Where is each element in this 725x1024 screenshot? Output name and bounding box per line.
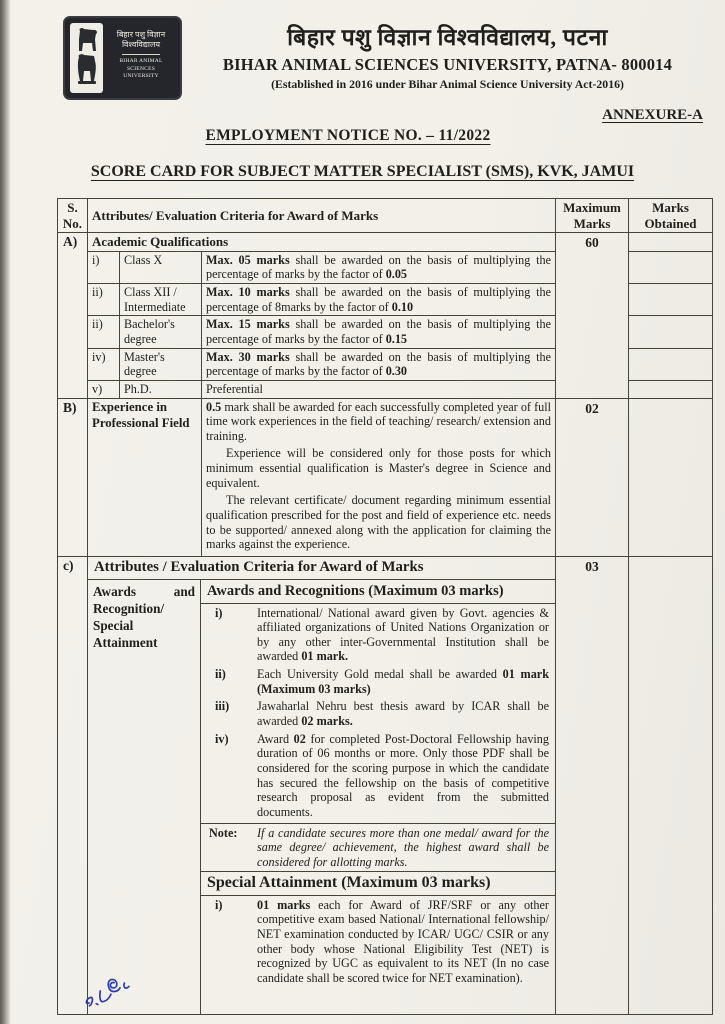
paragraph: Experience will be considered only for those posts for which minimum essential qualification is Master's degree in Science and equivalent.	[206, 446, 551, 490]
annexure-label: ANNEXURE-A	[602, 107, 703, 123]
logo-text	[107, 23, 175, 93]
section-c-header: Attributes / Evaluation Criteria for Award of Marks	[88, 556, 556, 579]
logo-hindi-line2: विश्वविद्यालय	[121, 40, 161, 50]
item-number: iii)	[215, 699, 230, 714]
row-label: Class XII / Intermediate	[120, 284, 202, 316]
row-description: Max. 05 marks shall be awarded on the basis of multiplying the percentage of marks by the factor of 0.05	[202, 251, 556, 283]
university-logo	[63, 16, 182, 100]
row-label: Ph.D.	[120, 380, 202, 398]
list-item	[201, 896, 555, 987]
row-description: Max. 30 marks shall be awarded on the basis of multiplying the percentage of marks by the factor of 0.30	[202, 348, 556, 380]
score-table	[57, 198, 712, 1015]
section-c-body	[88, 579, 556, 1014]
score-card-title: SCORE CARD FOR SUBJECT MATTER SPECIALIST (SMS), KVK, JAMUI	[90, 163, 635, 180]
marks-obtained-cell	[629, 380, 713, 398]
notice-title: EMPLOYMENT NOTICE NO. – 11/2022	[205, 127, 491, 144]
row-number: i)	[88, 251, 120, 283]
list-item	[201, 665, 555, 697]
table-header-row	[58, 199, 713, 233]
logo-divider	[122, 54, 160, 55]
section-a-max-marks: 60	[556, 233, 629, 398]
section-b-description	[202, 398, 556, 556]
established-line: (Established in 2016 under Bihar Animal Science University Act-2016)	[271, 77, 624, 91]
row-number: v)	[88, 380, 120, 398]
marks-obtained-cell	[629, 233, 713, 252]
note-text: If a candidate secures more than one medal/ award for the same degree/ achievement, the highest award shall be considered for allotting marks.	[257, 825, 549, 869]
list-item	[201, 604, 555, 666]
section-b-row	[58, 398, 713, 556]
marks-obtained-cell	[629, 398, 713, 556]
marks-obtained-cell	[629, 348, 713, 380]
item-text: Jawaharlal Nehru best thesis award by ICAR shall be awarded 02 marks.	[257, 699, 549, 729]
item-text: Each University Gold medal shall be awarded 01 mark (Maximum 03 marks)	[257, 667, 549, 696]
row-number: iv)	[88, 348, 120, 380]
section-c-left-label: Awards and Recognition/ Special Attainment	[88, 580, 201, 1014]
cattle-icon	[74, 27, 100, 89]
row-number: ii)	[88, 284, 120, 316]
letterhead	[185, 20, 710, 92]
item-text: 01 marks each for Award of JRF/SRF or any other competitive exam based National/ International fellowship/ NET examination conducted by ICAR/ UGC/ CSIR or any other body whose National Eligibility Test (NET) is recognized by UGC as equivalent to its NET (In no case candidate shall be scored twice for NET examination).	[257, 897, 549, 985]
header-max-line2: Marks	[573, 215, 611, 231]
row-label: Bachelor's degree	[120, 316, 202, 348]
section-a-title: Academic Qualifications	[88, 233, 556, 252]
paragraph: The relevant certificate/ document regarding minimum essential qualification prescribed for the post and field of experience etc. needs to be supported/ annexed along with the application for claiming the marks against the experience.	[206, 493, 551, 552]
row-number: ii)	[88, 316, 120, 348]
header-sno-line1: S.	[67, 200, 78, 215]
section-a-number: A)	[58, 233, 88, 398]
awards-recognitions-header: Awards and Recognitions (Maximum 03 marks)	[201, 580, 555, 604]
header-sno	[58, 199, 88, 233]
university-title-english: BIHAR ANIMAL SCIENCES UNIVERSITY, PATNA- 800014	[222, 55, 673, 74]
item-number: i)	[215, 897, 223, 912]
item-number: i)	[215, 605, 223, 620]
row-description: Max. 15 marks shall be awarded on the basis of multiplying the percentage of marks by the factor of 0.15	[202, 316, 556, 348]
header-obtained-line2: Obtained	[644, 215, 697, 231]
header-marks-obtained	[629, 199, 713, 233]
row-label: Master's degree	[120, 348, 202, 380]
list-item	[201, 697, 555, 729]
row-description: Preferential	[202, 380, 556, 398]
paragraph: 0.5 mark shall be awarded for each successfully completed year of full time work experiences in the field of teaching/ research/ extension and training.	[206, 399, 551, 443]
logo-english-line1: BIHAR ANIMAL SCIENCES	[119, 57, 163, 72]
row-label: Class X	[120, 251, 202, 283]
section-c-max-marks: 03	[556, 556, 629, 1014]
section-b-label: Experience in Professional Field	[88, 398, 202, 556]
list-item	[201, 730, 555, 821]
marks-obtained-cell	[629, 284, 713, 316]
note-block	[201, 823, 555, 873]
item-number: ii)	[215, 667, 226, 682]
section-c-number: c)	[58, 556, 88, 1014]
logo-hindi-line1: बिहार पशु विज्ञान	[116, 30, 166, 39]
section-a-title-row	[58, 233, 713, 252]
header-obtained-line1: Marks	[652, 200, 689, 215]
header-sno-line2: No.	[62, 215, 83, 231]
scan-edge-shadow	[0, 0, 11, 1024]
marks-obtained-cell	[629, 556, 713, 1014]
header-max-line1: Maximum	[563, 200, 621, 215]
special-attainment-header: Special Attainment (Maximum 03 marks)	[201, 872, 555, 895]
header-criteria: Attributes/ Evaluation Criteria for Award of Marks	[88, 199, 556, 233]
item-text: Award 02 for completed Post-Doctoral Fellowship having duration of 06 months or more. Only those PDF shall be considered for the scoring purpose in which the candidate has secured the fellowship on the basis of competitive research proposal as evident from the submitted documents.	[257, 731, 549, 819]
header-max-marks	[556, 199, 629, 233]
item-text: International/ National award given by Govt. agencies & affiliated organizations of United Nations Organization or by any other inter-Governmental Institution shall be awarded 01 mark.	[257, 605, 549, 664]
university-title-hindi: बिहार पशु विज्ञान विश्वविद्यालय, पटना	[287, 25, 608, 50]
section-c-header-row	[58, 556, 713, 579]
logo-emblem	[70, 23, 103, 93]
marks-obtained-cell	[629, 251, 713, 283]
item-number: iv)	[215, 731, 229, 746]
note-label: Note:	[209, 825, 238, 840]
section-b-number: B)	[58, 398, 88, 556]
section-b-max-marks: 02	[556, 398, 629, 556]
row-description: Max. 10 marks shall be awarded on the basis of multiplying the percentage of 8marks by the factor of 0.10	[202, 284, 556, 316]
marks-obtained-cell	[629, 316, 713, 348]
logo-english-line2: UNIVERSITY	[123, 73, 159, 80]
